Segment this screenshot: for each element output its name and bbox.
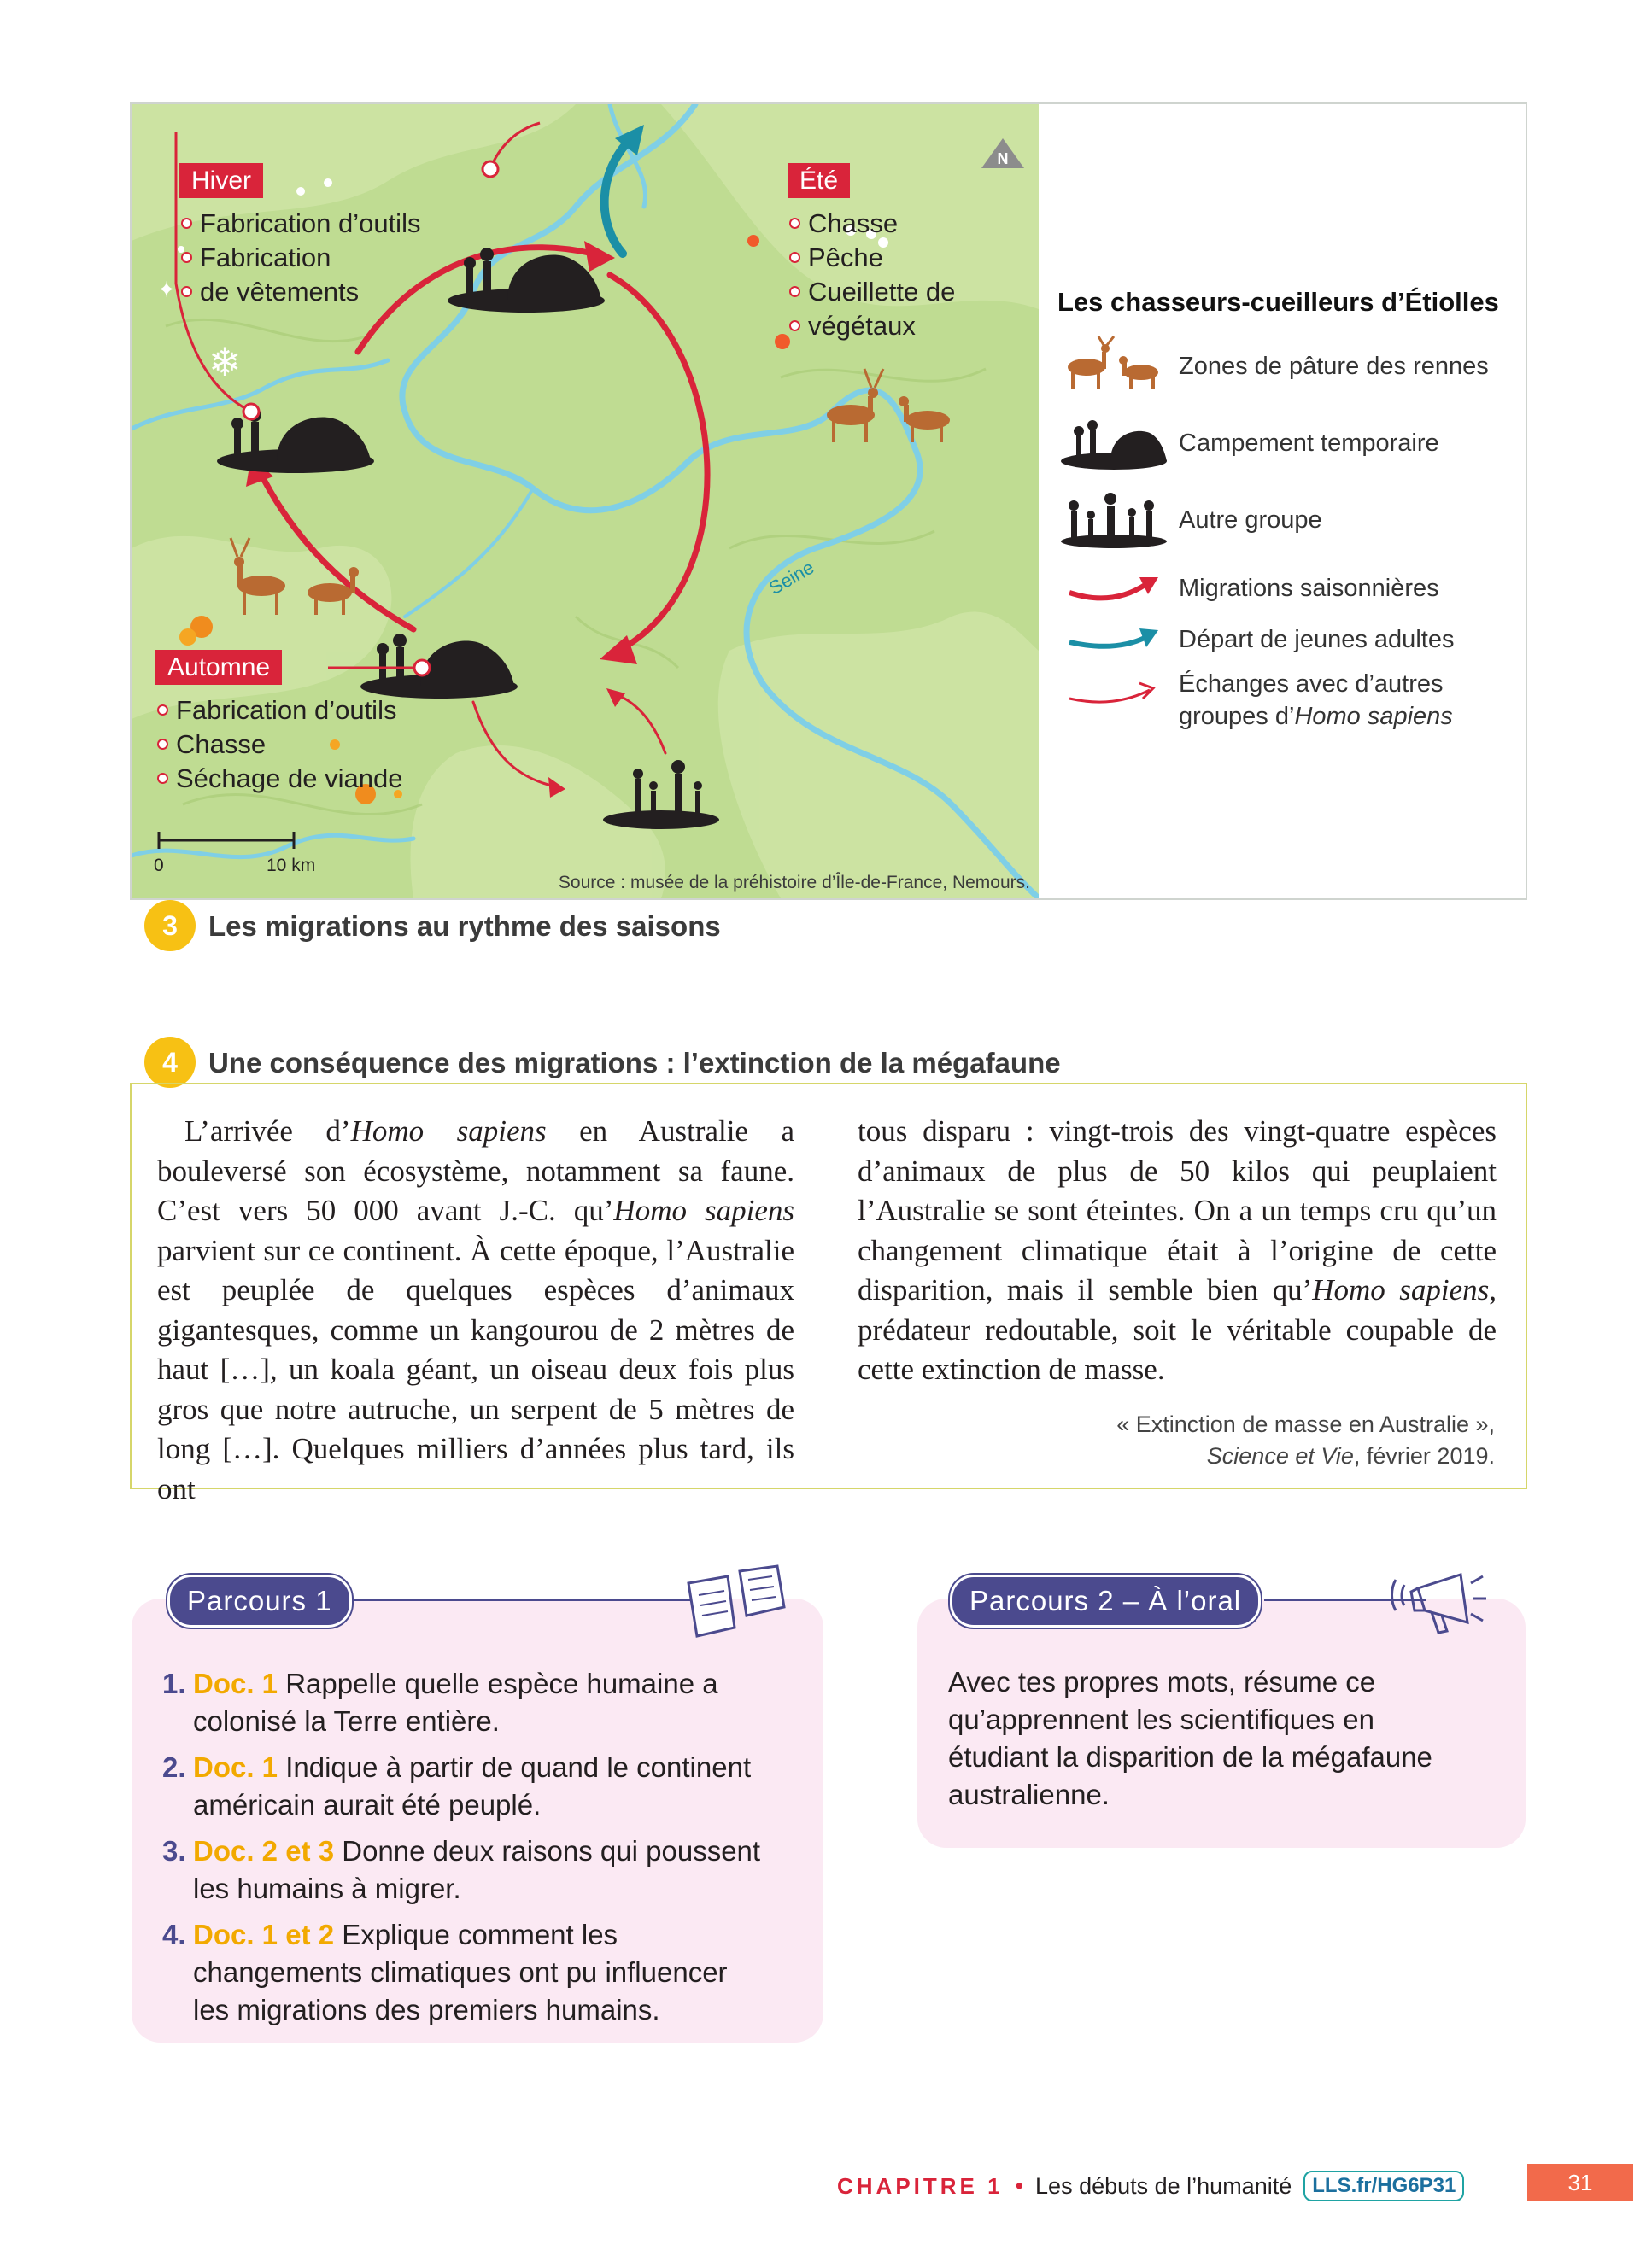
question-doc-ref: Doc. 1 <box>193 1751 278 1783</box>
question-text: les migrations des premiers humains. <box>193 1994 660 2025</box>
north-label: N <box>997 150 1009 167</box>
scale-start: 0 <box>154 856 164 875</box>
winter-activity-1: Fabrication d’outils <box>179 207 420 241</box>
winter-activity-2: Fabrication <box>179 241 420 275</box>
question-doc-ref: Doc. 1 <box>193 1668 278 1699</box>
doc4-title: Une conséquence des migrations : l’extinction de la mégafaune <box>208 1047 1061 1078</box>
footer-link[interactable]: LLS.fr/HG6P31 <box>1303 2171 1464 2201</box>
question-text: Donne deux raisons qui poussent <box>334 1835 761 1867</box>
parcours2-line: Avec tes propres mots, résume ce <box>948 1666 1376 1698</box>
legend-text-exchanges <box>1179 668 1453 733</box>
doc4-text-italic: Homo sapiens <box>613 1194 794 1227</box>
question-text: colonisé la Terre entière. <box>193 1705 500 1737</box>
legend-title: Les chasseurs-cueilleurs d’Étiolles <box>1057 287 1499 317</box>
question-text: changements climatiques ont pu influencer <box>193 1956 728 1988</box>
map-source: Source : musée de la préhistoire d’Île-de-France, Nemours. <box>558 873 1030 892</box>
autumn-activity-1: Fabrication d’outils <box>155 693 402 728</box>
footer <box>837 2171 1464 2201</box>
summer-activity-1: Chasse <box>788 207 955 241</box>
legend-text: Autre groupe <box>1179 506 1322 534</box>
doc4-text-column-1 <box>157 1112 794 1509</box>
legend-item-other-group <box>1057 490 1322 550</box>
scale-end: 10 km <box>266 856 316 875</box>
footer-chapter: CHAPITRE 1 <box>837 2172 1004 2199</box>
legend-text: Campement temporaire <box>1179 430 1439 457</box>
doc4-text: L’arrivée d’ <box>184 1114 351 1148</box>
question-number: 1. <box>162 1668 186 1699</box>
legend-text-italic: Homo sapiens <box>1294 703 1453 730</box>
megaphone-icon <box>1384 1563 1495 1644</box>
question-text: Rappelle quelle espèce humaine a <box>278 1668 718 1699</box>
question-text: Explique comment les <box>334 1919 618 1950</box>
summer-activity-4: végétaux <box>788 309 955 343</box>
doc3-title: Les migrations au rythme des saisons <box>208 910 721 942</box>
footer-title: Les débuts de l’humanité <box>1035 2172 1292 2199</box>
teal-arrow-icon <box>1057 610 1170 669</box>
doc4-source-line1: « Extinction de masse en Australie », <box>1116 1412 1495 1437</box>
legend-text: Départ de jeunes adultes <box>1179 626 1455 653</box>
legend-text: Migrations saisonnières <box>1179 575 1439 602</box>
legend-item-exchanges <box>1057 668 1453 733</box>
autumn-activities <box>155 693 402 796</box>
winter-activities <box>179 207 420 309</box>
season-autumn <box>155 652 402 796</box>
autumn-activity-2: Chasse <box>155 728 402 762</box>
thin-red-arrow-icon <box>1057 668 1170 728</box>
camp-icon <box>1057 413 1170 473</box>
parcours1-tab: Parcours 1 <box>167 1575 352 1628</box>
parcours2-line: qu’apprennent les scientifiques en <box>948 1704 1375 1735</box>
summer-activity-3: Cueillette de <box>788 275 955 309</box>
svg-text:✦: ✦ <box>157 278 176 303</box>
doc4-text: , prédateur redoutable, soit le véritable coupable de cette extinction de masse. <box>858 1273 1496 1386</box>
question-3 <box>162 1833 761 1908</box>
legend-item-departure <box>1057 610 1454 669</box>
question-2 <box>162 1749 752 1824</box>
map-legend <box>1057 287 1519 730</box>
question-text: Indique à partir de quand le continent <box>278 1751 752 1783</box>
parcours2-line: australienne. <box>948 1779 1110 1810</box>
doc3-badge: 3 <box>144 900 196 951</box>
other-group-icon <box>1057 490 1170 550</box>
question-number: 2. <box>162 1751 186 1783</box>
question-number: 3. <box>162 1835 186 1867</box>
question-number: 4. <box>162 1919 186 1950</box>
seasonal-migration-map <box>132 104 1039 898</box>
season-tag-winter: Hiver <box>179 163 263 198</box>
summer-activity-2: Pêche <box>788 241 955 275</box>
legend-item-pasture <box>1057 336 1489 396</box>
season-tag-summer: Été <box>788 163 850 198</box>
doc4-text: en Australie a bouleversé son écosystème, notamment sa faune. C’est vers 50 000 avant J.-C. qu’ <box>157 1114 794 1227</box>
season-summer <box>788 166 955 343</box>
parcours2-line: étudiant la disparition de la mégafaune <box>948 1741 1432 1773</box>
legend-text: Échanges avec d’autres <box>1179 670 1444 698</box>
doc4-text-italic: Homo sapiens <box>1312 1273 1490 1306</box>
page-number: 31 <box>1527 2164 1633 2201</box>
question-doc-ref: Doc. 1 et 2 <box>193 1919 335 1950</box>
river-label: Seine <box>765 556 818 599</box>
winter-activity-3: de vêtements <box>179 275 420 309</box>
season-winter <box>179 166 420 309</box>
doc4-text-column-2 <box>858 1112 1496 1390</box>
legend-text: groupes d’ <box>1179 703 1295 730</box>
doc4-badge: 4 <box>144 1037 196 1088</box>
footer-bullet: • <box>1015 2172 1024 2199</box>
season-tag-autumn: Automne <box>155 650 282 685</box>
summer-activities <box>788 207 955 343</box>
question-1 <box>162 1665 718 1740</box>
question-text: américain aurait été peuplé. <box>193 1789 542 1821</box>
doc4-source-date: , février 2019. <box>1353 1443 1495 1469</box>
legend-item-camp <box>1057 413 1439 473</box>
question-text: les humains à migrer. <box>193 1873 461 1904</box>
doc4-source <box>1116 1409 1495 1472</box>
parcours2-instructions <box>948 1663 1432 1814</box>
doc4-source-publication: Science et Vie <box>1206 1443 1354 1469</box>
parcours2-tab: Parcours 2 – À l’oral <box>950 1575 1261 1628</box>
doc4-text-italic: Homo sapiens <box>350 1114 547 1148</box>
doc4-text: tous disparu : vingt-trois des vingt-quatre espèces d’animaux de plus de 50 kilos qui peuplaient l’Australie se sont éteintes. On a un temps cru qu’un changement climatique était à l’origine de cette disparition, mais il semble bien qu’ <box>858 1114 1496 1306</box>
doc4-text: parvient sur ce continent. À cette époque, l’Australie est peuplée de quelques espèces d’animaux gigantesques, comme un kangourou de 2 mètres de haut […], un koala géant, un oiseau deux fois plus gros que notre autruche, un serpent de 5 mètres de long […]. Quelques milliers d’années plus tard, ils ont <box>157 1233 794 1505</box>
autumn-activity-3: Séchage de viande <box>155 762 402 796</box>
question-doc-ref: Doc. 2 et 3 <box>193 1835 335 1867</box>
reindeer-icon <box>1057 336 1170 396</box>
legend-text: Zones de pâture des rennes <box>1179 353 1489 380</box>
svg-text:❄: ❄ <box>208 339 242 385</box>
parcours1-tab-line <box>333 1599 692 1601</box>
worksheet-icon <box>683 1564 794 1645</box>
question-4 <box>162 1916 728 2029</box>
